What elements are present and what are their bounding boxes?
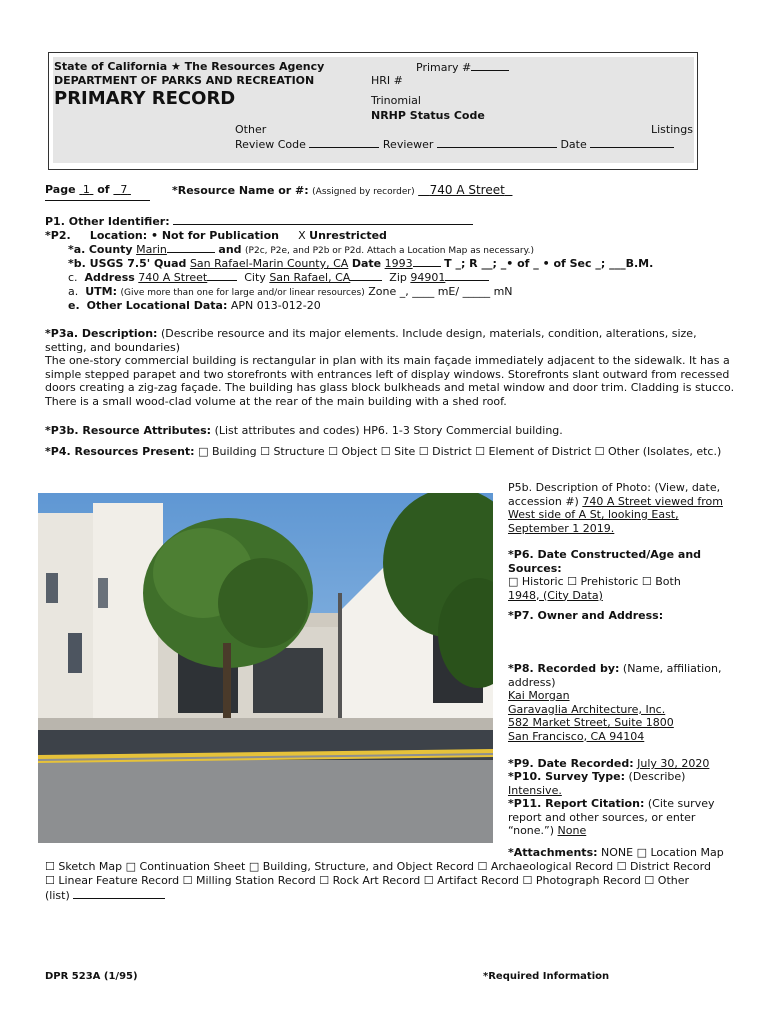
resource-name-row: *Resource Name or #: (Assigned by recorder) 740 A Street	[172, 183, 505, 197]
form-title: PRIMARY RECORD	[54, 88, 236, 109]
attachments-row-4: (list)	[45, 888, 165, 902]
p2e-other-locational-row: e. Other Locational Data: APN 013-012-20	[68, 299, 321, 312]
hri-label: HRI #	[371, 74, 403, 87]
review-row: Review Code Reviewer Date	[235, 137, 674, 151]
p3b-attributes: *P3b. Resource Attributes: (List attributes and codes) HP6. 1-3 Story Commercial building.	[45, 424, 563, 437]
p4-resources-present: *P4. Resources Present: □ Building ☐ Structure ☐ Object ☐ Site ☐ District ☐ Element of District ☐ Other (Isolates, etc.)	[45, 445, 722, 458]
p2d-utm-row: a. UTM: (Give more than one for large and/or linear resources) Zone _, ____ mE/ _____ mN	[68, 285, 513, 298]
p6-date-constructed: *P6. Date Constructed/Age and Sources: □ Historic ☐ Prehistoric ☐ Both 1948, (City Data)	[508, 548, 702, 602]
form-number: DPR 523A (1/95)	[45, 971, 138, 982]
attachments-row-2: ☐ Sketch Map □ Continuation Sheet □ Building, Structure, and Object Record ☐ Archaeological Record ☐ District Record	[45, 860, 711, 873]
p7-owner-address: *P7. Owner and Address:	[508, 609, 664, 622]
listings-label: Listings	[651, 123, 693, 136]
other-label: Other	[235, 123, 267, 136]
p11-report-citation: *P11. Report Citation: (Cite survey report and other sources, or enter “none.”) None	[508, 797, 715, 837]
p8-recorded-by: *P8. Recorded by: (Name, affiliation, address) Kai Morgan Garavaglia Architecture, Inc. 582 Market Street, Suite 1800 San Francisco, CA 94104	[508, 662, 722, 743]
required-info-note: *Required Information	[483, 971, 610, 982]
attachments-row-1: *Attachments: NONE □ Location Map	[508, 846, 724, 859]
p3a-description: *P3a. Description: (Describe resource and its major elements. Include design, materials, condition, alterations, size, setting, and boundaries) The one-story commercial building is rectangular in plan with its main façade immediately adjacent to the sidewalk. It has a simple stepped parapet and two storefronts with entrances left of display windows. Storefronts slant outward from recessed doors creating a zig-zag façade. The building has glass block bulkheads and metal window and door trim. Cladding is stucco. There is a small wood-clad volume at the rear of the main building with a shed roof.	[45, 327, 735, 408]
resource-photo	[38, 493, 493, 843]
p2-location-row: *P2. Location: • Not for Publication X Unrestricted	[45, 229, 387, 242]
p9-date-recorded: *P9. Date Recorded: July 30, 2020	[508, 757, 710, 770]
attachments-row-3: ☐ Linear Feature Record ☐ Milling Station Record ☐ Rock Art Record ☐ Artifact Record ☐ Photograph Record ☐ Other	[45, 874, 690, 887]
nrhp-label: NRHP Status Code	[371, 109, 485, 122]
resource-name-underline	[45, 200, 150, 201]
primary-number-field: Primary #	[416, 60, 509, 74]
p5b-photo-description: P5b. Description of Photo: (View, date, accession #) 740 A Street viewed from West side of A St, looking East, September 1 2019.	[508, 481, 723, 535]
trinomial-label: Trinomial	[371, 94, 421, 107]
p2a-county-row: *a. County Marin and (P2c, P2e, and P2b or P2d. Attach a Location Map as necessary.)	[68, 243, 534, 256]
p1-other-identifier: P1. Other Identifier:	[45, 214, 473, 228]
agency-line: State of California ★ The Resources Agency	[54, 60, 325, 73]
p2b-quad-row: *b. USGS 7.5' Quad San Rafael-Marin County, CA Date 1993 T _; R __; _• of _ • of Sec _; ___B.M.	[68, 257, 654, 270]
p2c-address-row: c. Address 740 A Street City San Rafael, CA Zip 94901	[68, 270, 489, 284]
department-line: DEPARTMENT OF PARKS AND RECREATION	[54, 74, 315, 87]
page-number: Page 1 of 7	[45, 183, 128, 196]
p10-survey-type: *P10. Survey Type: (Describe) Intensive.	[508, 770, 686, 797]
